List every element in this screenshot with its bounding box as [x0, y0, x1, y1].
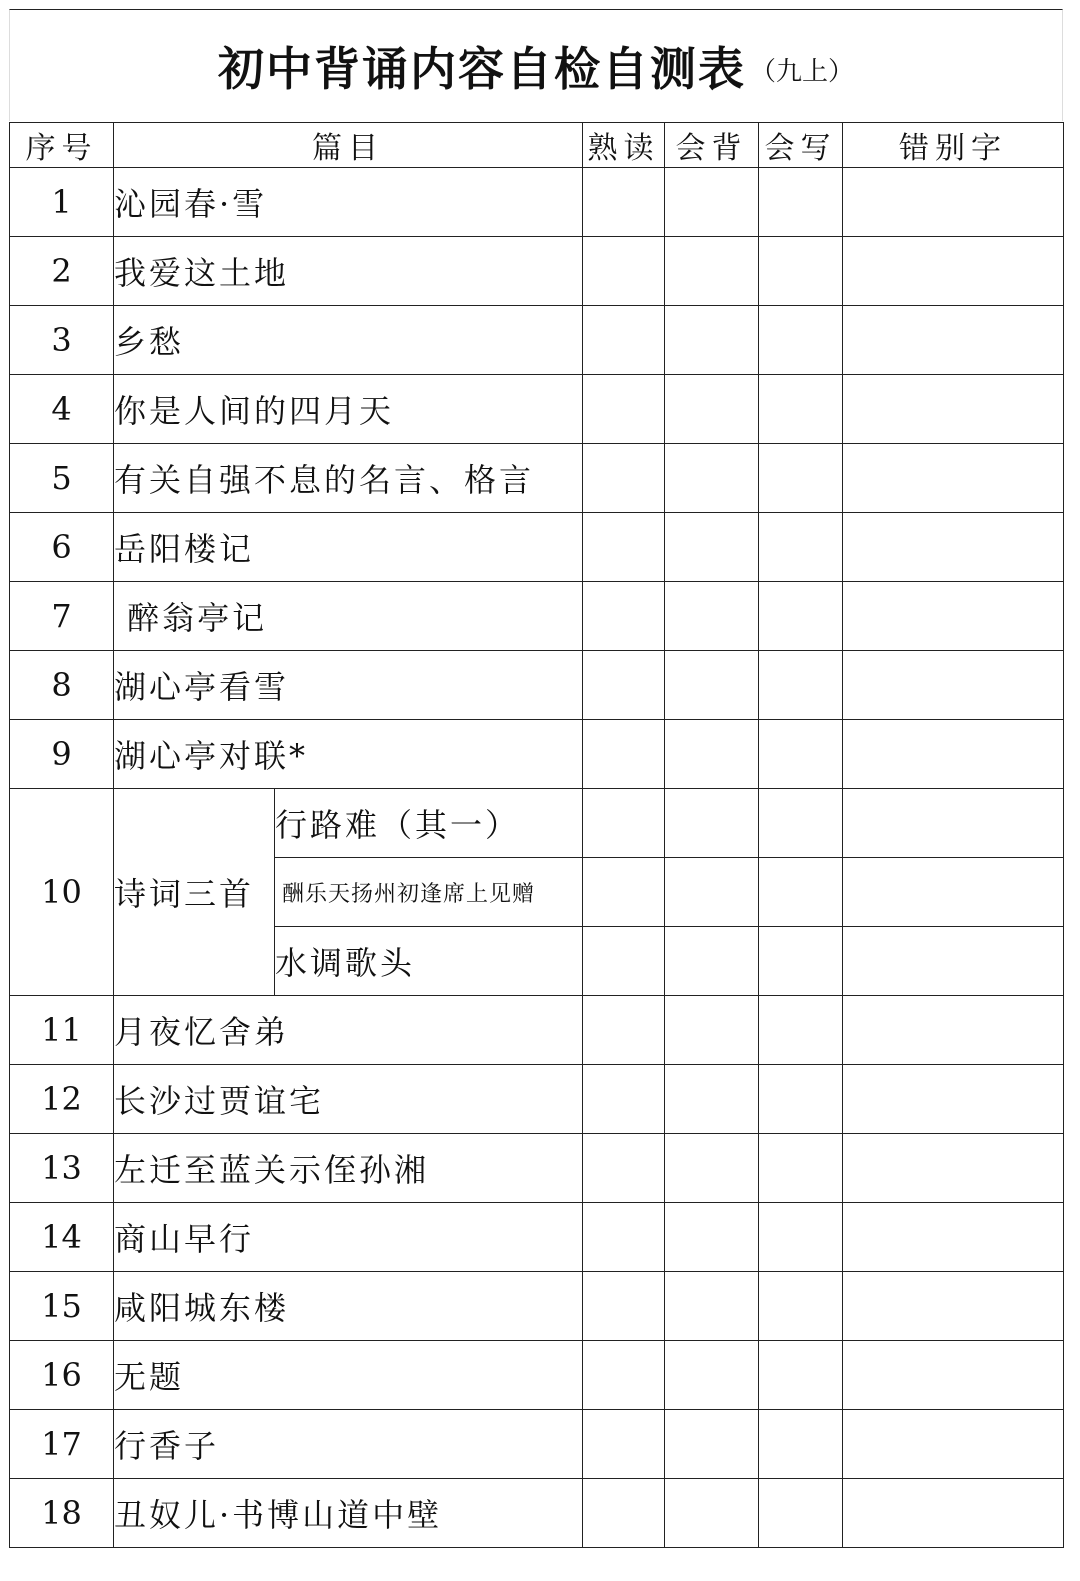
- typo-cell[interactable]: [843, 720, 1064, 789]
- write-cell[interactable]: [759, 237, 843, 306]
- read-cell[interactable]: [583, 927, 665, 996]
- table-row: [10, 720, 1064, 789]
- page-subtitle: （九上）: [749, 57, 854, 87]
- row-index: 15: [10, 1272, 114, 1341]
- header-read: 熟读: [583, 123, 665, 168]
- row-title: 商山早行: [114, 1203, 583, 1272]
- group-item: 水调歌头: [275, 927, 583, 996]
- table-row: [10, 1341, 1064, 1410]
- recite-cell[interactable]: [665, 720, 759, 789]
- row-index: 17: [10, 1410, 114, 1479]
- read-cell[interactable]: [583, 1272, 665, 1341]
- typo-cell[interactable]: [843, 582, 1064, 651]
- write-cell[interactable]: [759, 996, 843, 1065]
- write-cell[interactable]: [759, 168, 843, 237]
- write-cell[interactable]: [759, 1203, 843, 1272]
- row-index: 11: [10, 996, 114, 1065]
- write-cell[interactable]: [759, 1341, 843, 1410]
- typo-cell[interactable]: [843, 1272, 1064, 1341]
- recite-cell[interactable]: [665, 927, 759, 996]
- write-cell[interactable]: [759, 582, 843, 651]
- typo-cell[interactable]: [843, 306, 1064, 375]
- read-cell[interactable]: [583, 651, 665, 720]
- table-row: [10, 513, 1064, 582]
- recite-cell[interactable]: [665, 858, 759, 927]
- page-title: 初中背诵内容自检自测表: [217, 41, 746, 96]
- header-index: 序号: [10, 123, 114, 168]
- typo-cell[interactable]: [843, 168, 1064, 237]
- typo-cell[interactable]: [843, 513, 1064, 582]
- checklist-table: [9, 122, 1064, 1548]
- recite-cell[interactable]: [665, 1203, 759, 1272]
- read-cell[interactable]: [583, 720, 665, 789]
- read-cell[interactable]: [583, 168, 665, 237]
- row-index: 5: [10, 444, 114, 513]
- row-title: 沁园春·雪: [114, 168, 583, 237]
- typo-cell[interactable]: [843, 858, 1064, 927]
- row-title: 月夜忆舍弟: [114, 996, 583, 1065]
- read-cell[interactable]: [583, 1479, 665, 1548]
- typo-cell[interactable]: [843, 237, 1064, 306]
- typo-cell[interactable]: [843, 444, 1064, 513]
- header-write: 会写: [759, 123, 843, 168]
- typo-cell[interactable]: [843, 375, 1064, 444]
- typo-cell[interactable]: [843, 651, 1064, 720]
- write-cell[interactable]: [759, 651, 843, 720]
- table-row: [10, 1203, 1064, 1272]
- row-index: 16: [10, 1341, 114, 1410]
- row-index: 9: [10, 720, 114, 789]
- table-row: [10, 444, 1064, 513]
- row-title: 长沙过贾谊宅: [114, 1065, 583, 1134]
- recite-cell[interactable]: [665, 996, 759, 1065]
- write-cell[interactable]: [759, 306, 843, 375]
- table-row: [10, 168, 1064, 237]
- write-cell[interactable]: [759, 789, 843, 858]
- write-cell[interactable]: [759, 444, 843, 513]
- recite-cell[interactable]: [665, 513, 759, 582]
- read-cell[interactable]: [583, 996, 665, 1065]
- row-index: 18: [10, 1479, 114, 1548]
- group-row: [10, 789, 1064, 858]
- header-title: 篇目: [114, 123, 583, 168]
- write-cell[interactable]: [759, 1410, 843, 1479]
- group-title: 诗词三首: [114, 789, 275, 996]
- table-row: [10, 237, 1064, 306]
- read-cell[interactable]: [583, 1065, 665, 1134]
- read-cell[interactable]: [583, 582, 665, 651]
- group-index: 10: [10, 789, 114, 996]
- recite-cell[interactable]: [665, 651, 759, 720]
- typo-cell[interactable]: [843, 789, 1064, 858]
- typo-cell[interactable]: [843, 1479, 1064, 1548]
- recite-cell[interactable]: [665, 375, 759, 444]
- typo-cell[interactable]: [843, 1134, 1064, 1203]
- row-title: 左迁至蓝关示侄孙湘: [114, 1134, 583, 1203]
- recite-cell[interactable]: [665, 789, 759, 858]
- write-cell[interactable]: [759, 720, 843, 789]
- table-row: [10, 1410, 1064, 1479]
- table-row: [10, 1272, 1064, 1341]
- recite-cell[interactable]: [665, 306, 759, 375]
- write-cell[interactable]: [759, 375, 843, 444]
- table-row: [10, 996, 1064, 1065]
- write-cell[interactable]: [759, 1065, 843, 1134]
- read-cell[interactable]: [583, 444, 665, 513]
- row-index: 12: [10, 1065, 114, 1134]
- row-title: 乡愁: [114, 306, 583, 375]
- row-title: 醉翁亭记: [114, 582, 583, 651]
- row-title: 丑奴儿·书博山道中壁: [114, 1479, 583, 1548]
- table-row: [10, 582, 1064, 651]
- recite-cell[interactable]: [665, 1341, 759, 1410]
- row-title: 湖心亭看雪: [114, 651, 583, 720]
- row-title: 你是人间的四月天: [114, 375, 583, 444]
- typo-cell[interactable]: [843, 1341, 1064, 1410]
- read-cell[interactable]: [583, 513, 665, 582]
- header-recite: 会背: [665, 123, 759, 168]
- typo-cell[interactable]: [843, 1203, 1064, 1272]
- typo-cell[interactable]: [843, 927, 1064, 996]
- typo-cell[interactable]: [843, 1410, 1064, 1479]
- recite-cell[interactable]: [665, 1272, 759, 1341]
- read-cell[interactable]: [583, 375, 665, 444]
- table-row: [10, 1065, 1064, 1134]
- recite-cell[interactable]: [665, 1479, 759, 1548]
- recite-cell[interactable]: [665, 582, 759, 651]
- read-cell[interactable]: [583, 1341, 665, 1410]
- write-cell[interactable]: [759, 858, 843, 927]
- table-row: [10, 1479, 1064, 1548]
- row-title: 有关自强不息的名言、格言: [114, 444, 583, 513]
- row-index: 3: [10, 306, 114, 375]
- recite-cell[interactable]: [665, 1134, 759, 1203]
- read-cell[interactable]: [583, 789, 665, 858]
- row-title: 无题: [114, 1341, 583, 1410]
- row-title: 咸阳城东楼: [114, 1272, 583, 1341]
- write-cell[interactable]: [759, 1134, 843, 1203]
- recite-cell[interactable]: [665, 237, 759, 306]
- row-index: 8: [10, 651, 114, 720]
- read-cell[interactable]: [583, 1134, 665, 1203]
- row-index: 7: [10, 582, 114, 651]
- recite-cell[interactable]: [665, 168, 759, 237]
- typo-cell[interactable]: [843, 996, 1064, 1065]
- header-typo: 错别字: [843, 123, 1064, 168]
- read-cell[interactable]: [583, 1203, 665, 1272]
- table-row: [10, 306, 1064, 375]
- row-index: 2: [10, 237, 114, 306]
- write-cell[interactable]: [759, 1272, 843, 1341]
- recite-cell[interactable]: [665, 1065, 759, 1134]
- row-title: 岳阳楼记: [114, 513, 583, 582]
- row-title: 我爱这土地: [114, 237, 583, 306]
- row-index: 1: [10, 168, 114, 237]
- recite-cell[interactable]: [665, 444, 759, 513]
- recite-cell[interactable]: [665, 1410, 759, 1479]
- read-cell[interactable]: [583, 237, 665, 306]
- row-index: 4: [10, 375, 114, 444]
- group-item: 行路难（其一）: [275, 789, 583, 858]
- row-index: 13: [10, 1134, 114, 1203]
- write-cell[interactable]: [759, 513, 843, 582]
- row-title: 行香子: [114, 1410, 583, 1479]
- write-cell[interactable]: [759, 1479, 843, 1548]
- row-index: 6: [10, 513, 114, 582]
- typo-cell[interactable]: [843, 1065, 1064, 1134]
- row-index: 14: [10, 1203, 114, 1272]
- title-box: [9, 9, 1063, 121]
- row-title: 湖心亭对联*: [114, 720, 583, 789]
- group-item: 酬乐天扬州初逢席上见赠: [275, 858, 583, 927]
- read-cell[interactable]: [583, 306, 665, 375]
- table-row: [10, 651, 1064, 720]
- read-cell[interactable]: [583, 858, 665, 927]
- read-cell[interactable]: [583, 1410, 665, 1479]
- write-cell[interactable]: [759, 927, 843, 996]
- header-row: [10, 123, 1064, 168]
- table-row: [10, 375, 1064, 444]
- table-row: [10, 1134, 1064, 1203]
